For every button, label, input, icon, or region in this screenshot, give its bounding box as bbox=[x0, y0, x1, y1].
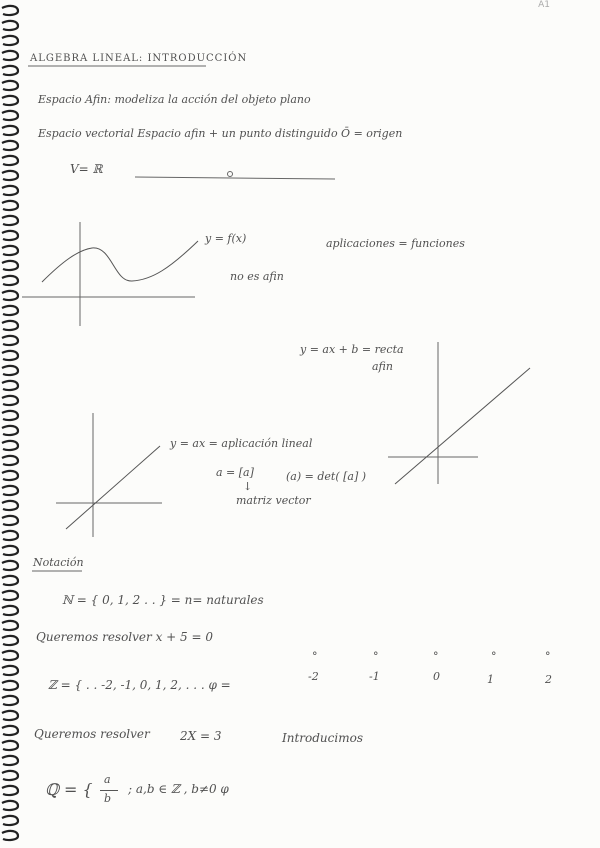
number-line-dot: ° bbox=[373, 650, 379, 663]
line-eq-2: 2X = 3 bbox=[180, 729, 222, 743]
graph3-line bbox=[66, 446, 160, 529]
label-afin: afin bbox=[372, 360, 393, 373]
label-y-fx: y = f(x) bbox=[205, 232, 247, 245]
line-espacio-afin: Espacio Afin: modeliza la acción del objeto plano bbox=[38, 93, 311, 106]
number-line-dot: ° bbox=[491, 650, 497, 663]
label-aplicaciones: aplicaciones = funciones bbox=[326, 237, 465, 250]
number-line-label: -1 bbox=[369, 670, 380, 683]
page-number: A1 bbox=[538, 0, 550, 10]
number-line-dot: ° bbox=[433, 650, 439, 663]
label-y-ax: y = ax = aplicación lineal bbox=[170, 437, 313, 450]
number-line-label: -2 bbox=[308, 670, 319, 683]
number-line-label: 2 bbox=[545, 673, 552, 686]
real-line bbox=[135, 177, 335, 179]
fraction-bar bbox=[100, 790, 118, 791]
label-down-arrow: ↓ bbox=[243, 480, 253, 493]
label-det: (a) = det( [a] ) bbox=[286, 470, 367, 483]
number-line-dot: ° bbox=[545, 650, 551, 663]
label-matriz: matriz vector bbox=[236, 494, 311, 507]
real-line-point bbox=[228, 172, 233, 177]
graph2-line bbox=[395, 368, 530, 484]
label-y-axb: y = ax + b = recta bbox=[300, 343, 404, 356]
heading-notacion: Notación bbox=[33, 556, 84, 569]
line-espacio-vectorial: Espacio vectorial Espacio afin + un punto distinguido Ō = origen bbox=[38, 127, 403, 140]
page-title: ALGEBRA LINEAL: INTRODUCCIÓN bbox=[30, 53, 248, 64]
line-queremos-2: Queremos resolver bbox=[34, 727, 150, 741]
racionales-q: ℚ = { bbox=[45, 780, 93, 799]
line-naturales: ℕ = { 0, 1, 2 . . } = n= naturales bbox=[62, 593, 264, 607]
number-line-dot: ° bbox=[312, 650, 318, 663]
fraction-denominator: b bbox=[104, 792, 112, 805]
number-line-label: 0 bbox=[433, 670, 440, 683]
line-queremos-1: Queremos resolver x + 5 = 0 bbox=[36, 630, 213, 644]
line-enteros: ℤ = { . . -2, -1, 0, 1, 2, . . . φ = bbox=[48, 678, 231, 692]
racionales-rest: ; a,b ∈ ℤ , b≠0 φ bbox=[128, 782, 229, 796]
line-introducimos: Introducimos bbox=[282, 731, 363, 745]
label-a-eq: a = [a] bbox=[216, 466, 254, 479]
number-line-label: 1 bbox=[487, 673, 494, 686]
fraction-numerator: a bbox=[104, 773, 111, 786]
label-no-afin: no es afin bbox=[230, 270, 284, 283]
graph1-curve bbox=[42, 241, 198, 282]
line-v-eq: V= ℝ bbox=[70, 162, 103, 176]
